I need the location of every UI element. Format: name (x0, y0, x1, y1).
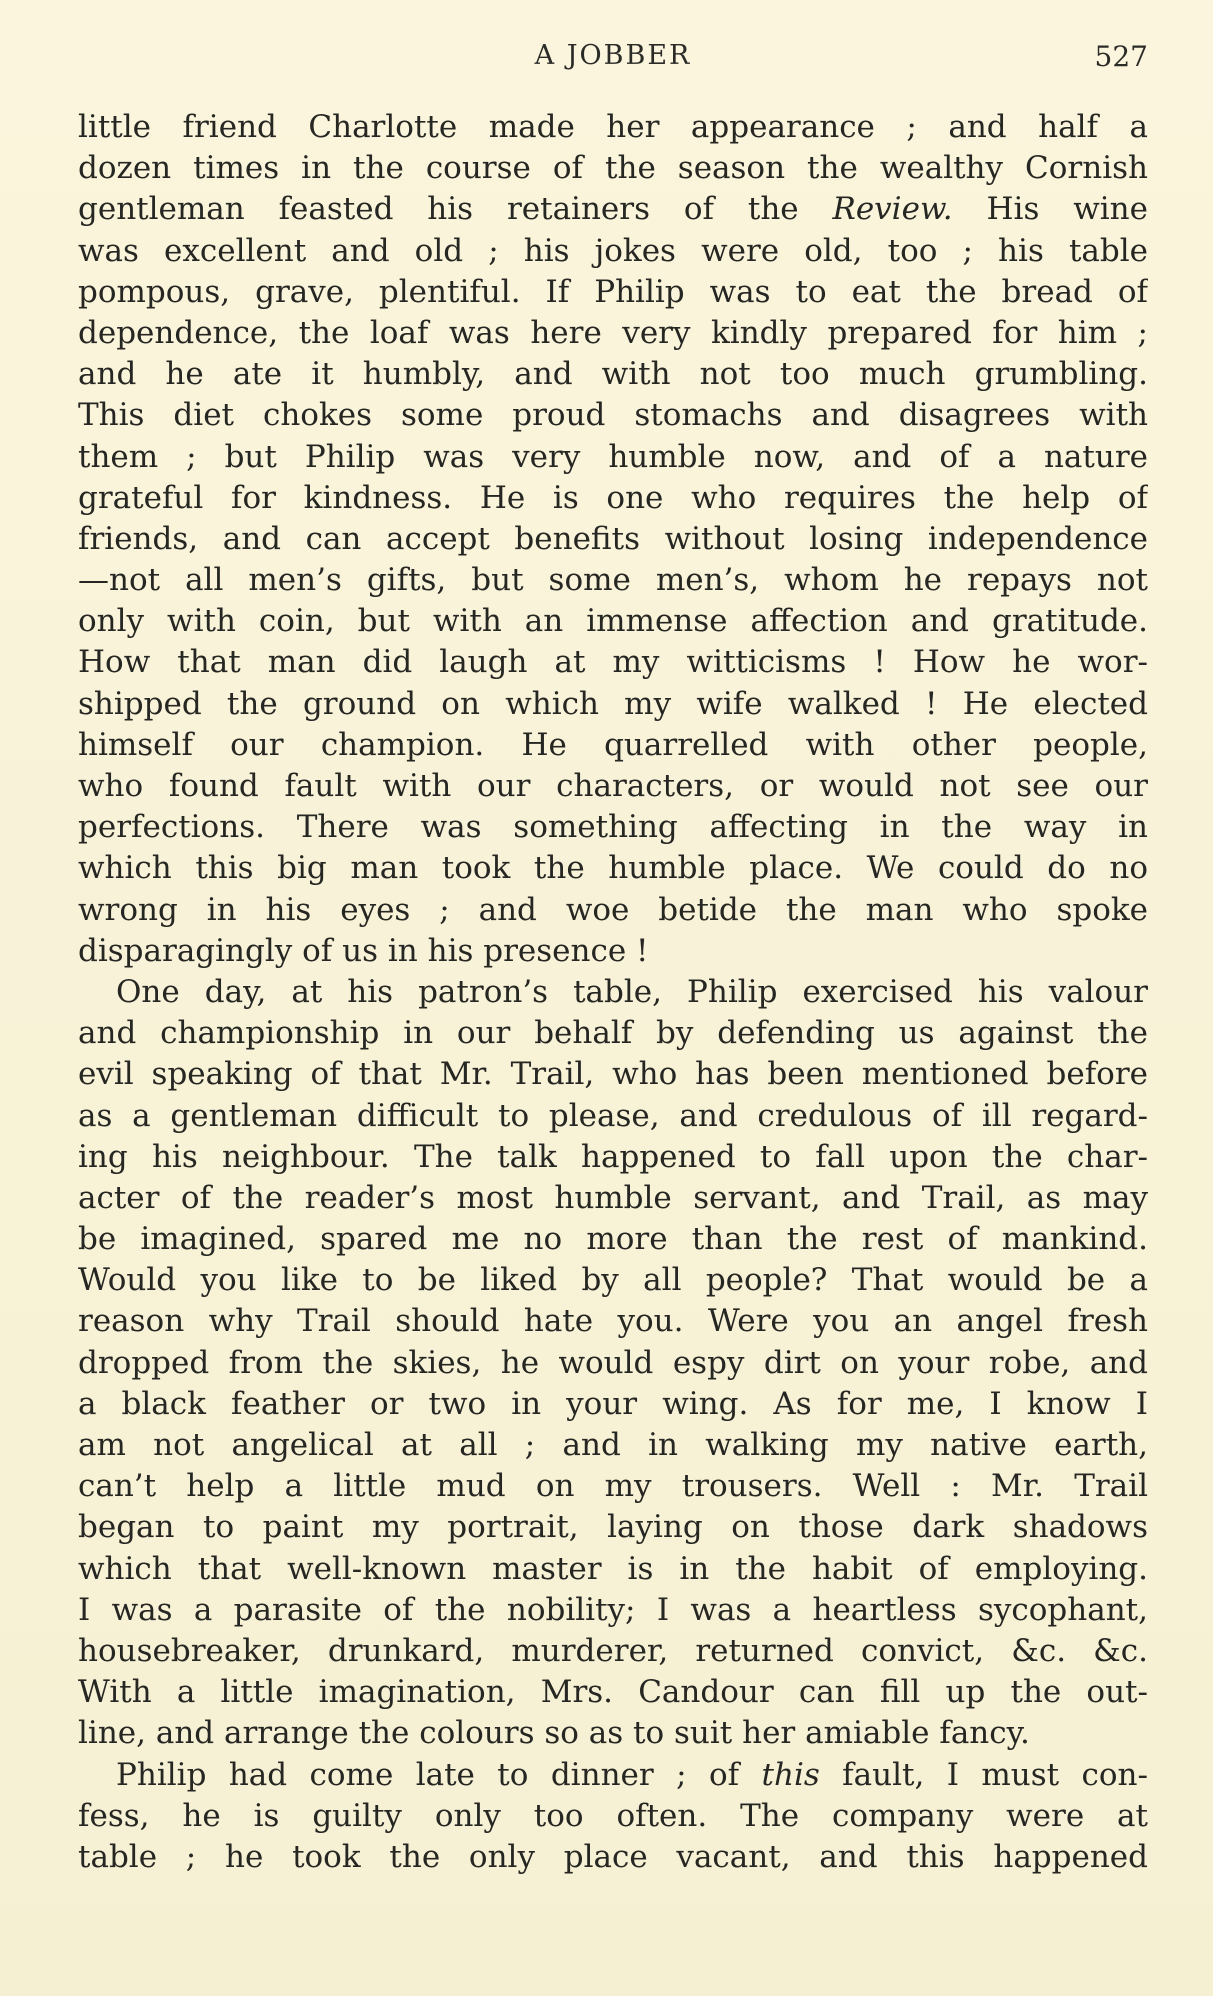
text-line: began to paint my portrait, laying on those dark shadows (78, 1509, 1148, 1546)
text-line: With a little imagination, Mrs. Candour can fill up the out- (78, 1674, 1148, 1711)
text-line: acter of the reader’s most humble servant, and Trail, as may (78, 1179, 1148, 1216)
body-text (78, 107, 1148, 1878)
text-line: table ; he took the only place vacant, and this happened (78, 1838, 1148, 1875)
text-line: dependence, the loaf was here very kindly prepared for him ; (78, 314, 1148, 351)
text-line (78, 1755, 1148, 1796)
text-line: How that man did laugh at my witticisms ! How he wor- (78, 644, 1148, 681)
text-line: little friend Charlotte made her appearance ; and half a (78, 109, 1148, 145)
text-line: who found fault with our characters, or would not see our (78, 768, 1148, 804)
text-line: as a gentleman difficult to please, and credulous of ill regard- (78, 1097, 1148, 1134)
italic-title: Review. (832, 191, 953, 228)
text-line: only with coin, but with an immense affection and gratitude. (78, 603, 1148, 640)
text-line: which that well-known master is in the habit of employing. (78, 1550, 1148, 1587)
text-line: friends, and can accept benefits without losing independence (78, 520, 1148, 557)
text-line: be imagined, spared me no more than the rest of mankind. (78, 1221, 1148, 1258)
text-line: housebreaker, drunkard, murderer, returned convict, &c. &c. (78, 1632, 1148, 1669)
text-line: a black feather or two in your wing. As for me, I know I (78, 1385, 1148, 1422)
italic-word: this (761, 1756, 820, 1793)
text-span: fault, I must con- (819, 1756, 1148, 1793)
page-header (78, 40, 1148, 80)
text-line: them ; but Philip was very humble now, and of a nature (78, 438, 1148, 475)
text-line: I was a parasite of the nobility; I was a heartless sycophant, (78, 1591, 1148, 1628)
text-line: himself our champion. He quarrelled with other people, (78, 726, 1148, 763)
text-span: gentleman feasted his retainers of the (78, 191, 833, 228)
text-line: am not angelical at all ; and in walking my native earth, (78, 1427, 1148, 1463)
text-line: can’t help a little mud on my trousers. Well : Mr. Trail (78, 1468, 1148, 1505)
running-head: A JOBBER (534, 40, 692, 71)
text-line: and championship in our behalf by defending us against the (78, 1015, 1148, 1052)
text-line: reason why Trail should hate you. Were you an angel fresh (78, 1303, 1148, 1340)
text-line: shipped the ground on which my wife walked ! He elected (78, 685, 1148, 722)
text-line: perfections. There was something affecting in the way in (78, 809, 1148, 846)
text-line: grateful for kindness. He is one who requires the help of (78, 479, 1148, 516)
page-number: 527 (1094, 40, 1148, 73)
text-line: Would you like to be liked by all people? That would be a (78, 1262, 1148, 1299)
text-line: dropped from the skies, he would espy dirt on your robe, and (78, 1344, 1148, 1381)
text-line: and he ate it humbly, and with not too much grumbling. (78, 356, 1148, 393)
text-span: His wine (952, 191, 1148, 228)
text-line: fess, he is guilty only too often. The company were at (78, 1797, 1148, 1834)
text-line: —not all men’s gifts, but some men’s, whom he repays not (78, 562, 1148, 599)
text-line: This diet chokes some proud stomachs and disagrees with (78, 397, 1148, 434)
text-line: ing his neighbour. The talk happened to fall upon the char- (78, 1138, 1148, 1175)
text-line: was excellent and old ; his jokes were old, too ; his table (78, 232, 1148, 269)
text-line: wrong in his eyes ; and woe betide the man who spoke (78, 891, 1148, 928)
text-line: evil speaking of that Mr. Trail, who has been mentioned before (78, 1056, 1148, 1093)
text-line: line, and arrange the colours so as to suit her amiable fancy. (78, 1715, 1030, 1752)
text-line: disparagingly of us in his presence ! (78, 932, 649, 969)
text-line: dozen times in the course of the season the wealthy Cornish (78, 150, 1148, 187)
text-line: which this big man took the humble place. We could do no (78, 850, 1148, 887)
text-line (78, 189, 1148, 230)
text-line: One day, at his patron’s table, Philip exercised his valour (116, 973, 1148, 1010)
text-span: Philip had come late to dinner ; of (116, 1756, 762, 1793)
text-line: pompous, grave, plentiful. If Philip was to eat the bread of (78, 273, 1148, 310)
